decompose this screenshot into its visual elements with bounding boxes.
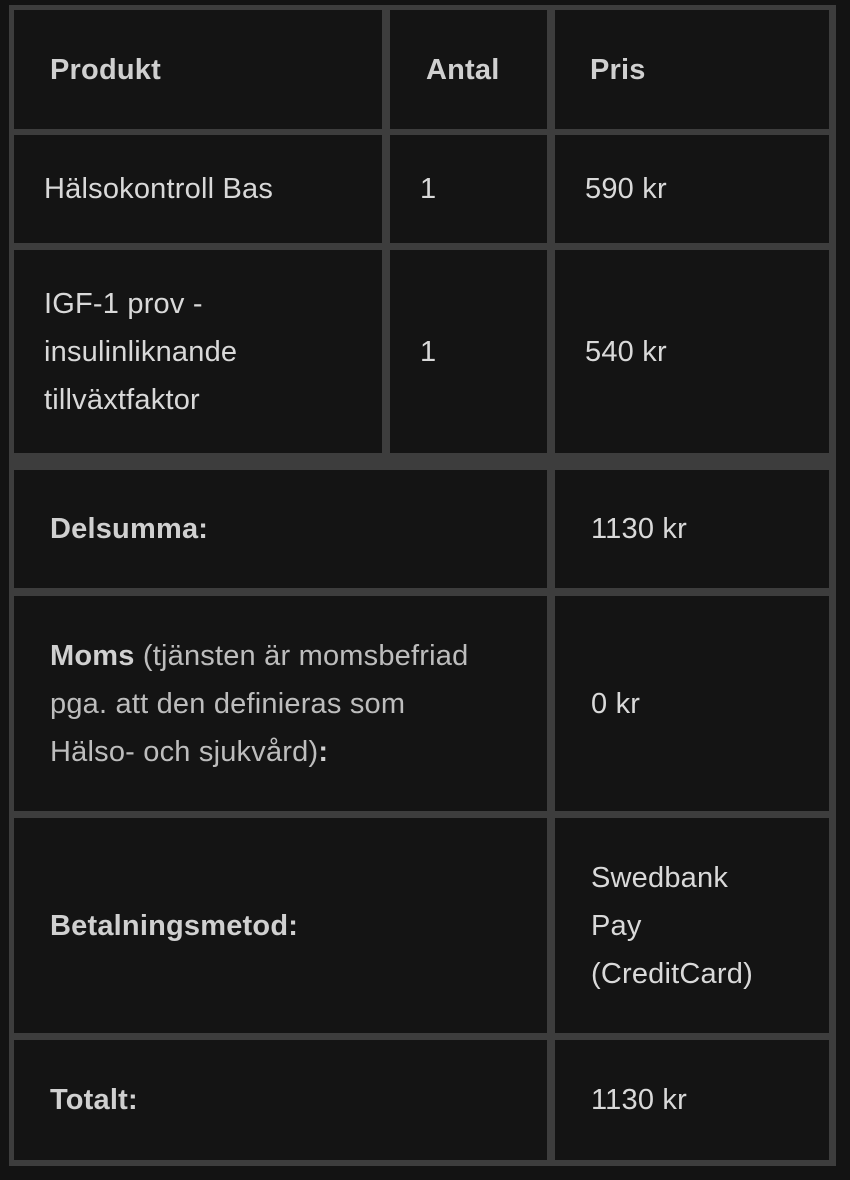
- total-label-cell: [14, 1040, 547, 1160]
- header-price: [555, 10, 829, 129]
- payment-value: [591, 854, 753, 998]
- payment-label-cell: [14, 818, 547, 1033]
- header-product: [14, 10, 382, 129]
- item-product-cell: [14, 250, 382, 453]
- vat-value: 0 kr: [591, 687, 641, 720]
- total-value: 1130 kr: [591, 1084, 687, 1116]
- item-price-cell: [555, 250, 829, 453]
- item-product-name: [44, 280, 237, 424]
- vat-label-block: [50, 632, 468, 776]
- payment-value-line: Swedbank: [591, 861, 729, 894]
- product-name-line: IGF-1 prov -: [44, 287, 203, 320]
- header-product-label: Produkt: [50, 53, 161, 86]
- payment-value-cell: [555, 818, 829, 1033]
- vat-note-line: pga. att den definieras som: [50, 687, 406, 720]
- vat-value-cell: [555, 596, 829, 811]
- product-name-line: tillväxtfaktor: [44, 383, 200, 416]
- item-price-cell: [555, 135, 829, 243]
- item-quantity-cell: [390, 135, 547, 243]
- payment-value-line: (CreditCard): [591, 957, 753, 990]
- subtotal-value: 1130 kr: [591, 513, 687, 545]
- payment-label: Betalningsmetod:: [50, 909, 299, 942]
- item-product-name: Hälsokontroll Bas: [44, 173, 274, 205]
- item-quantity-cell: [390, 250, 547, 453]
- header-quantity: [390, 10, 547, 129]
- item-quantity: 1: [420, 335, 437, 368]
- header-quantity-label: Antal: [426, 53, 500, 86]
- vat-note-line: (tjänsten är momsbefriad: [142, 639, 469, 672]
- vat-colon: :: [318, 735, 329, 768]
- item-quantity: 1: [420, 173, 437, 205]
- vat-label-cell: [14, 596, 547, 811]
- subtotal-value-cell: [555, 470, 829, 588]
- vat-note-line: Hälso- och sjukvård): [50, 735, 319, 768]
- header-price-label: Pris: [590, 53, 646, 86]
- vat-label: Moms: [50, 639, 135, 672]
- total-label: Totalt:: [50, 1084, 138, 1116]
- order-summary-table: [9, 5, 836, 1166]
- item-product-cell: [14, 135, 382, 243]
- product-name-line: insulinliknande: [44, 335, 238, 368]
- subtotal-label: Delsumma:: [50, 513, 209, 545]
- subtotal-label-cell: [14, 470, 547, 588]
- total-value-cell: [555, 1040, 829, 1160]
- item-price: 540 kr: [585, 335, 667, 368]
- item-price: 590 kr: [585, 173, 667, 205]
- payment-value-line: Pay: [591, 909, 642, 942]
